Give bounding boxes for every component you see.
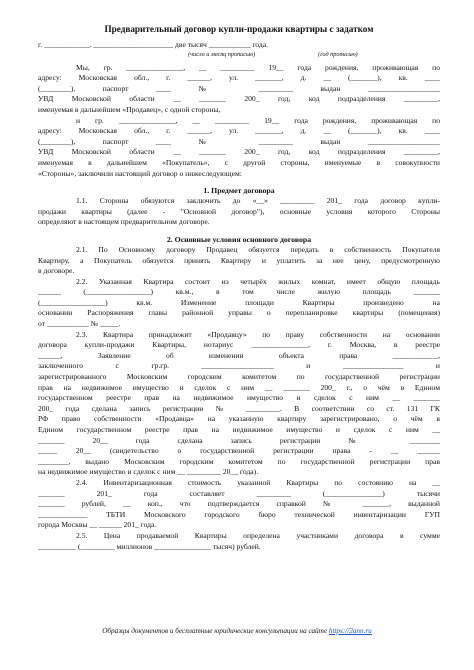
- parties-line: именуемая в дальнейшем «Продавец», с одной стороны,: [38, 104, 221, 114]
- document-title: Предварительный договор купли-продажи квартиры с задатком: [104, 24, 374, 34]
- section-2-line: на недвижимое имущество и сделок с ним __ _________ 20__ года).: [38, 467, 259, 477]
- footer-text: Образцы документов и бесплатные юридические консультации на сайте: [102, 627, 329, 635]
- parties-line: (________), паспорт ____ № _________ выдан ___________________: [38, 136, 440, 146]
- section-2-line: __________ (_________ миллионов _______________ тысяч) рублей.: [38, 541, 261, 551]
- section-2-line: 2.5. Цена продаваемой Квартиры определена участниками договора в сумме: [76, 530, 440, 540]
- section-2-line: города Москвы __ ______ 201_ года.: [38, 520, 157, 530]
- parties-line: адресу: Московская обл., г. ______, ул. _______, д. __ (_______), кв. ____: [38, 126, 440, 136]
- section-2-line: от ___________ № _____.: [38, 319, 121, 329]
- section-2-line: _______ 20__ года сделана запись регистрации № ________: [38, 435, 440, 445]
- parties-line: «Стороны», заключили настоящий договор о нижеследующем:: [38, 168, 242, 178]
- section-2-line: _____ 20__ (свидетельство о государственной регистрации права - __ ______: [38, 446, 440, 456]
- footer-link[interactable]: https://2ann.ru: [328, 627, 372, 635]
- section-2-line: (_________________) кв.м. Изменение площади Квартиры произведено на: [38, 297, 440, 307]
- section-2-line: _____________ ТБТИ Московского городского бюро технической инвентаризации ГУП: [38, 509, 440, 519]
- parties-line: (________), паспорт ____ № _________ выдан ___________________: [38, 83, 440, 93]
- parties-line: именуемая в дальнейшем «Покупатель», с другой стороны, именуемые в совокупности: [38, 157, 440, 167]
- section-2-line: основании Распоряжения главы районной управы о перепланировке квартиры (помещения): [38, 308, 440, 318]
- section-2-line: в договоре.: [38, 266, 75, 276]
- section-1-line: продажи квартиры (далее - "Основной договор"), основные условия которого Стороны: [38, 206, 440, 216]
- parties-line: адресу: Московская обл., г. ______, ул. _______, д. __ (_______), кв. ____: [38, 73, 440, 83]
- parties-line: УВД Московской области __ _______ 200_ год, код подразделения _________,: [38, 147, 440, 157]
- section-2-line: _______ 201_ года составляет _________ (_______________) тысячи: [38, 488, 440, 498]
- footer: [0, 627, 474, 635]
- section-2-line: 2.4. Инвентаризационная стоимость указанной Квартиры по состоянию на __: [76, 477, 440, 487]
- section-2-line: договора купли-продажи Квартиры, нотариус _______________, г. Москва, в реестре: [38, 340, 440, 350]
- section-2-line: 2.3. Квартира принадлежит «Продавцу» по праву собственности на основании: [76, 329, 440, 339]
- section-2-line: 200_ года сделана запись регистрации № _________. В соответствии со ст. 131 ГК: [38, 403, 440, 413]
- date-notes: [38, 51, 440, 59]
- section-2-heading: 2. Основные условия основного договора: [166, 234, 312, 244]
- section-2-line: Едином государственном реестре прав на недвижимое имущество и сделок с ним __: [38, 425, 440, 434]
- section-1-line: 1.1. Стороны обязуются заключить до «__» _________ 201_ года договор купли-: [76, 196, 440, 206]
- section-2-line: _______ рублей, __ коп., что подтверждается справкой № _______, выданной: [38, 499, 440, 509]
- section-2-line: 2.2. Указанная Квартира состоит из четырёх жилых комнат, имеет общую площадь: [76, 276, 440, 286]
- section-2-line: зарегистрированного Московским городским комитетом по государственной регистрации: [38, 372, 440, 382]
- city-date-line: г. ____________. _____________________ две тысяч ___________ года.: [38, 40, 269, 49]
- parties-line: Мы, гр. _______________, __ _________ 19__ года рождения, проживающая по: [76, 62, 440, 72]
- section-2-line: РФ право собственности «Продавца» на указанную квартиру зарегистрировано, о чём в: [38, 414, 440, 424]
- section-2-line: 2.1. По Основному договору Продавец обязуется передать в собственность Покупателя: [76, 244, 440, 254]
- section-2-line: прав на недвижимое имущество и сделок с ним __ _______ 200_ г., о чём в Едином: [38, 382, 440, 392]
- section-2-line: ________, выдано Московским городским комитетом по государственной регистрации прав: [38, 456, 440, 466]
- date-note: (число и месяц прописью): [188, 50, 256, 58]
- section-2-line: государственном реестре прав на недвижимое имущество и сделок с ним __ _______: [38, 393, 440, 403]
- section-2-line: заключенного с гр.гр. ___________________ и ________________ и: [38, 361, 440, 371]
- section-2-line: ______, Заявление об изменении объекта права ____________,: [38, 350, 440, 360]
- year-note: (год прописью): [318, 50, 358, 58]
- section-1-line: определяют в настоящем предварительном договоре.: [38, 217, 210, 227]
- parties-line: УВД Московской области __ _______ 200_ год, код подразделения _________,: [38, 94, 440, 104]
- section-2-line: ______ (_________________) кв.м., в том числе жилую площадь _______: [38, 287, 440, 297]
- parties-line: и гр. _______________, __ _________ 19__ года рождения, проживающая по: [76, 115, 440, 125]
- section-1-heading: 1. Предмет договора: [203, 186, 275, 196]
- section-2-line: Квартиру, а Покупатель обязуется принять Квартиру и уплатить за нее цену, предусмотренную: [38, 255, 440, 265]
